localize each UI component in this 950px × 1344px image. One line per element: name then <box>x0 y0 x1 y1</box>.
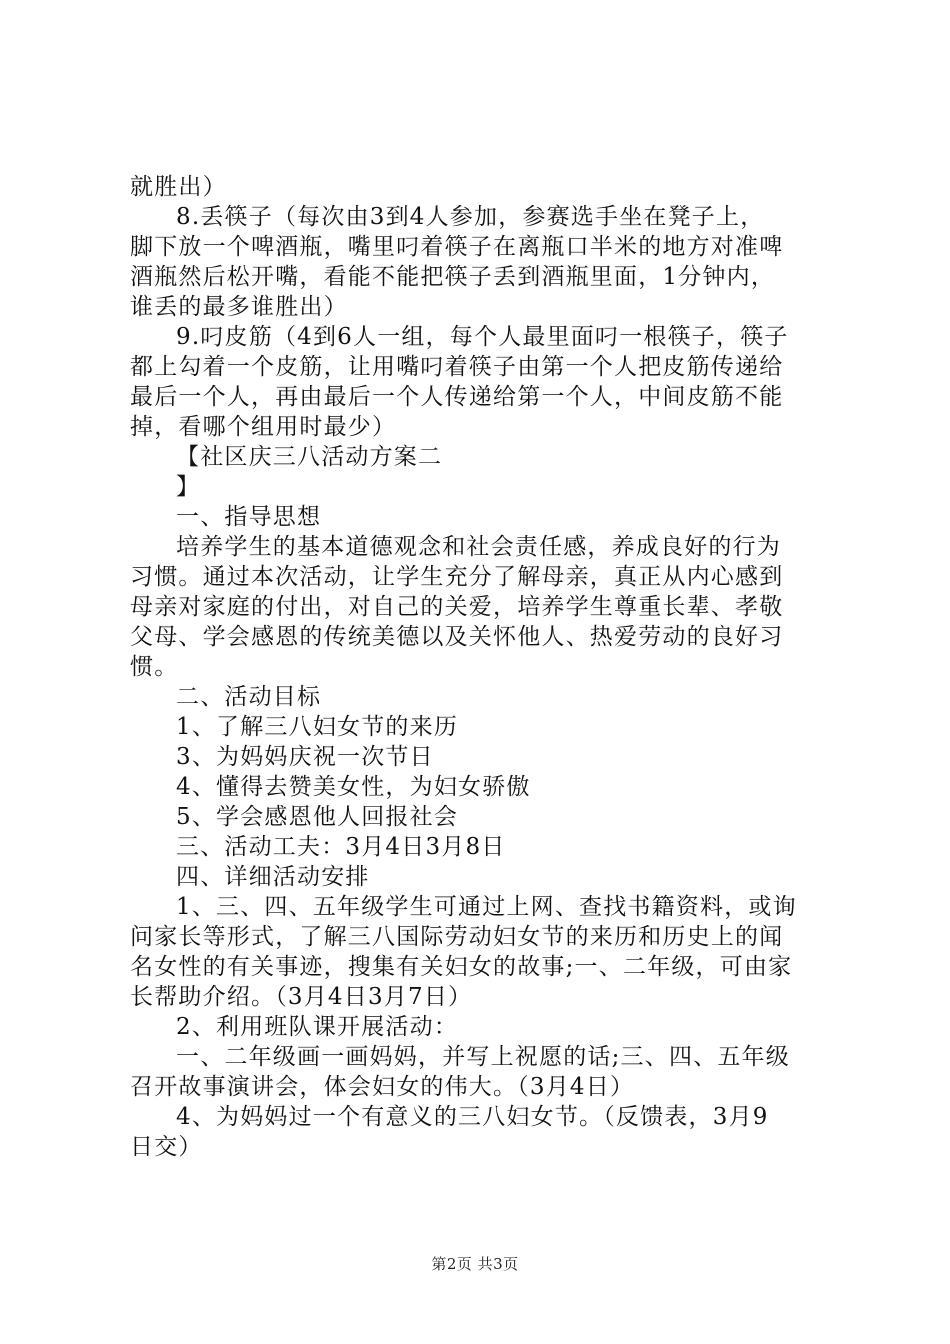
page-footer: 第2页 共3页 <box>431 1255 519 1273</box>
text-line: 一、指导思想 <box>176 504 322 530</box>
text-line: 1、了解三八妇女节的来历 <box>176 714 459 740</box>
text-line: 酒瓶然后松开嘴，看能不能把筷子丢到酒瓶里面，1分钟内， <box>130 264 776 290</box>
text-line: 召开故事演讲会，体会妇女的伟大。（3月4日） <box>130 1074 635 1100</box>
text-line: 8.丢筷子（每次由3到4人参加，参赛选手坐在凳子上， <box>176 204 765 230</box>
text-line: 都上勾着一个皮筋，让用嘴叼着筷子由第一个人把皮筋传递给 <box>130 354 784 380</box>
text-line: 日交） <box>130 1134 203 1160</box>
text-line: 1、三、四、五年级学生可通过上网、查找书籍资料，或询 <box>176 894 797 920</box>
text-line: 问家长等形式，了解三八国际劳动妇女节的来历和历史上的闻 <box>130 924 784 950</box>
text-line: 长帮助介绍。（3月4日3月7日） <box>130 984 473 1010</box>
text-line: 四、详细活动安排 <box>176 864 370 890</box>
text-line: 掉，看哪个组用时最少） <box>130 414 397 440</box>
text-line: 三、活动工夫：3月4日3月8日 <box>176 834 506 860</box>
text-line: 3、为妈妈庆祝一次节日 <box>176 744 434 770</box>
document-body <box>130 172 830 1162</box>
text-line: 父母、学会感恩的传统美德以及关怀他人、热爱劳动的良好习 <box>130 624 784 650</box>
text-line: 一、二年级画一画妈妈，并写上祝愿的话;三、四、五年级 <box>176 1044 790 1070</box>
text-line: 9.叼皮筋（4到6人一组，每个人最里面叼一根筷子，筷子 <box>176 324 789 350</box>
text-line: 就胜出） <box>130 174 227 200</box>
text-line: 名女性的有关事迹，搜集有关妇女的故事;一、二年级，可由家 <box>130 954 793 980</box>
text-line: 脚下放一个啤酒瓶，嘴里叼着筷子在离瓶口半米的地方对准啤 <box>130 234 784 260</box>
text-line: 习惯。通过本次活动，让学生充分了解母亲，真正从内心感到 <box>130 564 784 590</box>
text-line: 4、为妈妈过一个有意义的三八妇女节。（反馈表，3月9 <box>176 1104 769 1130</box>
text-line: 】 <box>176 474 201 500</box>
text-line: 母亲对家庭的付出，对自己的关爱，培养学生尊重长辈、孝敬 <box>130 594 784 620</box>
text-line: 最后一个人，再由最后一个人传递给第一个人，中间皮筋不能 <box>130 384 784 410</box>
text-line: 培养学生的基本道德观念和社会责任感，养成良好的行为 <box>176 534 781 560</box>
text-line: 5、学会感恩他人回报社会 <box>176 804 459 830</box>
text-line: 2、利用班队课开展活动： <box>176 1014 459 1040</box>
text-line: 二、活动目标 <box>176 684 322 710</box>
text-line: 4、懂得去赞美女性，为妇女骄傲 <box>176 774 531 800</box>
text-line: 谁丢的最多谁胜出） <box>130 294 348 320</box>
text-line: 惯。 <box>130 654 179 680</box>
text-line: 【社区庆三八活动方案二 <box>176 444 443 470</box>
